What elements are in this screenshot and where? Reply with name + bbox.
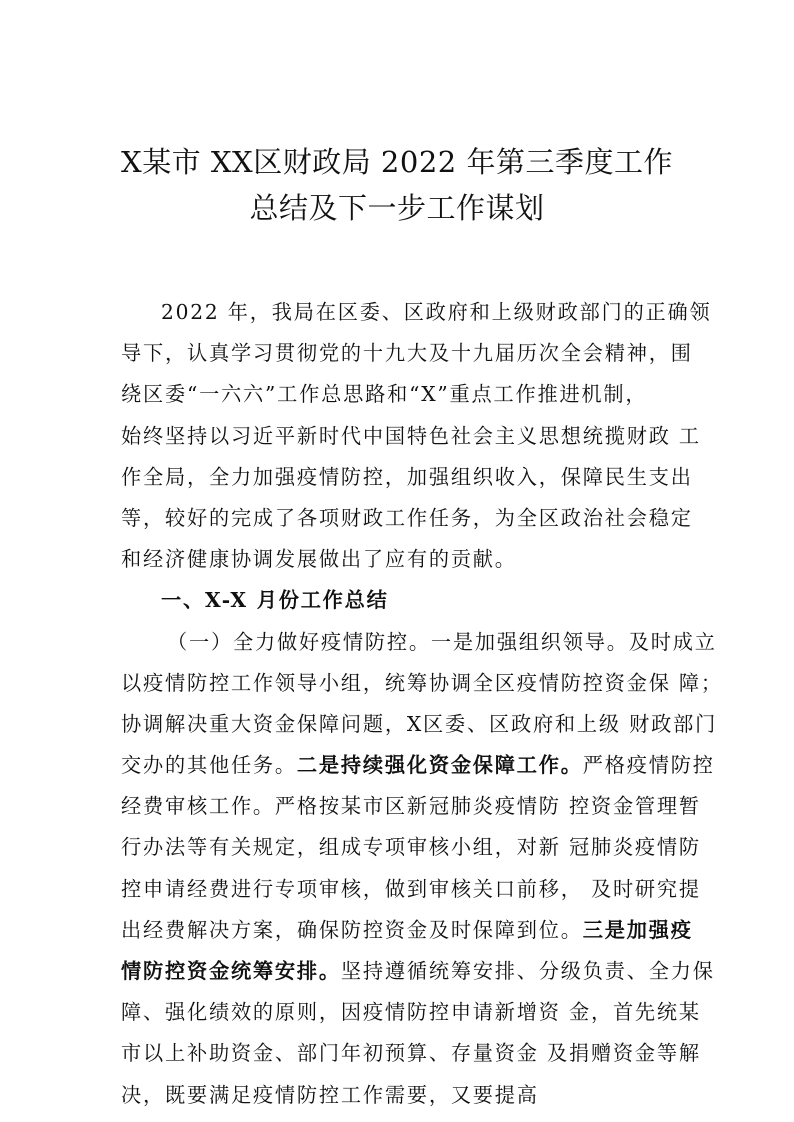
intro-line-7: 和经济健康协调发展做出了应有的贡献。 xyxy=(121,547,517,572)
section-1-line-10: 障、强化绩效的原则，因疫情防控申请新增资 金，首先统某 xyxy=(121,1000,701,1025)
section-1-line-6: 行办法等有关规定，组成专项审核小组，对新 冠肺炎疫情防 xyxy=(121,835,701,860)
section-1-line-3: 协调解决重大资金保障问题，X区委、区政府和上级 财政部门 xyxy=(121,711,718,736)
intro-line-3: 绕区委“一六六”工作总思路和“X”重点工作推进机制， xyxy=(121,382,648,407)
section-1-line-8-bold: 三是加强疫 xyxy=(582,917,693,942)
section-1-line-8-text: 出经费解决方案，确保防控资金及时保障到位。 xyxy=(121,917,583,942)
intro-line-1: 2022 年，我局在区委、区政府和上级财政部门的正确领 xyxy=(161,300,712,324)
section-1-line-5: 经费审核工作。严格按某市区新冠肺炎疫情防 控资金管理暂 xyxy=(121,794,701,819)
section-1-line-4-bold: 二是持续强化资金保障工作。 xyxy=(296,753,583,778)
section-1-line-2: 以疫情防控工作领导小组，统筹协调全区疫情防控资金保 障； xyxy=(121,670,723,695)
section-1-heading: 一、X-X 月份工作总结 xyxy=(161,588,389,613)
section-1-line-9-text: 坚持遵循统筹安排、分级负责、全力保 xyxy=(340,959,715,983)
intro-line-2: 导下，认真学习贯彻党的十九大及十九届历次全会精神，围 xyxy=(121,341,693,366)
section-1-line-4-text: 交办的其他任务。 xyxy=(121,753,297,778)
document-title-line-2: 总结及下一步工作谋划 xyxy=(249,191,545,225)
section-1-line-8 xyxy=(121,910,701,951)
intro-line-5: 作全局，全力加强疫情防控，加强组织收入，保障民生支出 xyxy=(121,464,693,489)
intro-line-6: 等，较好的完成了各项财政工作任务，为全区政治社会稳定 xyxy=(121,505,693,530)
section-1-line-7: 控申请经费进行专项审核，做到审核关口前移， 及时研究提 xyxy=(121,876,701,901)
section-1-line-4 xyxy=(121,745,715,786)
document-title-line-1: X某市 XX区财政局 2022 年第三季度工作 xyxy=(121,145,673,179)
section-1-line-12: 决，既要满足疫情防控工作需要，又要提高 xyxy=(121,1082,539,1107)
section-1-line-4-tail: 严格疫情防控 xyxy=(582,753,715,778)
section-1-line-11: 市以上补助资金、部门年初预算、存量资金 及捐赠资金等解 xyxy=(121,1041,701,1066)
section-1-line-9-bold: 情防控资金统筹安排。 xyxy=(121,959,341,983)
intro-line-4: 始终坚持以习近平新时代中国特色社会主义思想统揽财政 工 xyxy=(121,423,701,448)
section-1-line-9 xyxy=(121,951,715,992)
section-1-line-1: （一）全力做好疫情防控。一是加强组织领导。及时成立 xyxy=(167,629,717,654)
document-body xyxy=(121,292,723,1116)
